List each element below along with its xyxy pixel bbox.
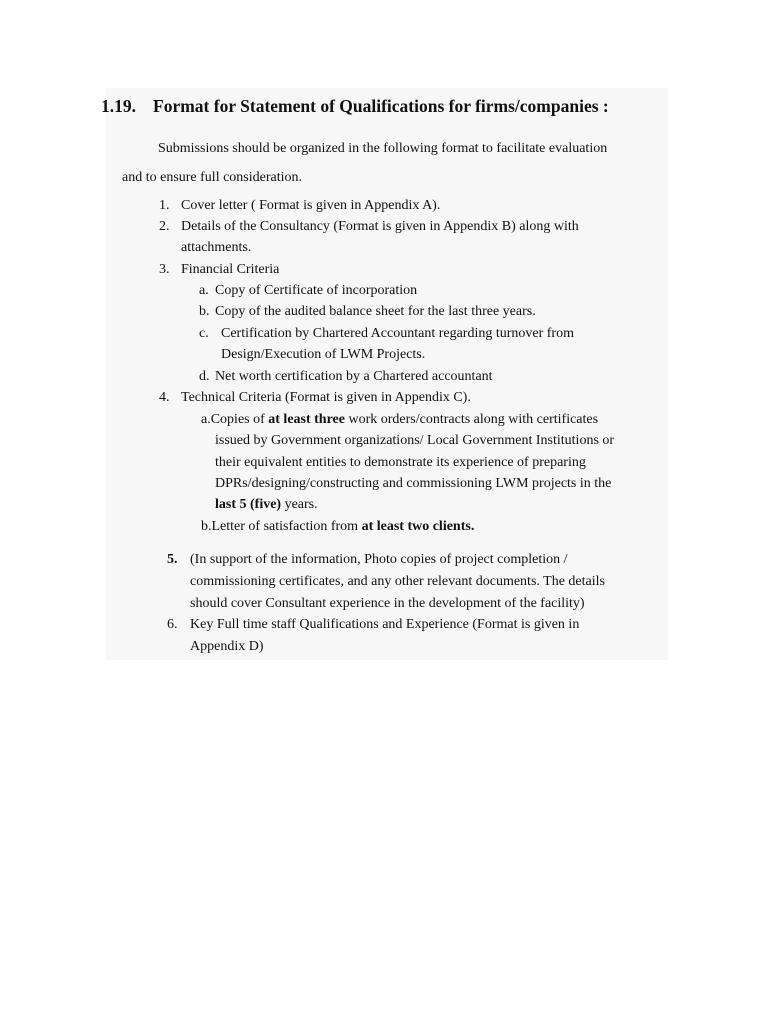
item-5-number: 5. (167, 552, 178, 567)
item-4a-line-1 (201, 412, 598, 428)
item-3-text: Financial Criteria (181, 262, 280, 277)
item-4b-start: b.Letter of satisfaction from (201, 519, 362, 534)
item-3d-text: Net worth certification by a Chartered accountant (215, 369, 493, 384)
item-5-line-3: should cover Consultant experience in the development of the facility) (190, 596, 585, 611)
item-6-line-1: Key Full time staff Qualifications and Experience (Format is given in (190, 617, 580, 632)
item-4a-line-2: issued by Government organizations/ Local Government Institutions or (215, 433, 615, 448)
item-4a-emphasis-last-five: last 5 (five) (215, 497, 282, 512)
item-3a-text: Copy of Certificate of incorporation (215, 283, 418, 298)
item-6-number: 6. (167, 617, 178, 632)
item-3d-number: d. (199, 369, 210, 384)
item-4-text: Technical Criteria (Format is given in Appendix C). (181, 390, 471, 405)
item-2-line-1: Details of the Consultancy (Format is given in Appendix B) along with (181, 219, 579, 234)
item-4-number: 4. (159, 390, 170, 405)
item-6-line-2: Appendix D) (190, 639, 264, 654)
intro-line-1: Submissions should be organized in the following format to facilitate evaluation (158, 141, 608, 156)
item-3b-text: Copy of the audited balance sheet for the last three years. (215, 304, 536, 319)
item-4b-line (201, 519, 474, 535)
item-4a-line-5-end: years. (281, 497, 318, 512)
item-4b-emphasis-at-least-two-clients: at least two clients. (361, 519, 475, 534)
item-2-line-2: attachments. (181, 240, 252, 255)
item-3c-number: c. (199, 326, 209, 341)
item-1-number: 1. (159, 198, 170, 213)
item-3a-number: a. (199, 283, 209, 298)
item-4a-line-1-end: work orders/contracts along with certificates (344, 412, 599, 427)
item-3c-line-1: Certification by Chartered Accountant regarding turnover from (221, 326, 574, 341)
intro-line-2: and to ensure full consideration. (122, 170, 303, 185)
item-3-number: 3. (159, 262, 170, 277)
item-4a-line-3: their equivalent entities to demonstrate its experience of preparing (215, 455, 586, 470)
item-4a-emphasis-at-least-three: at least three (268, 412, 345, 427)
item-2-number: 2. (159, 219, 170, 234)
item-5-line-1: (In support of the information, Photo copies of project completion / (190, 552, 568, 567)
item-5-line-2: commissioning certificates, and any other relevant documents. The details (190, 574, 605, 589)
item-4a-line-1-start: a.Copies of (201, 412, 269, 427)
item-4a-line-4: DPRs/designing/constructing and commissioning LWM projects in the (215, 476, 612, 491)
item-3c-line-2: Design/Execution of LWM Projects. (221, 347, 426, 362)
section-number: 1.19. (101, 96, 136, 116)
item-3b-number: b. (199, 304, 210, 319)
section-title: Format for Statement of Qualifications for firms/companies : (153, 96, 609, 116)
item-4a-line-5 (215, 497, 318, 513)
item-1-text: Cover letter ( Format is given in Appendix A). (181, 198, 441, 213)
